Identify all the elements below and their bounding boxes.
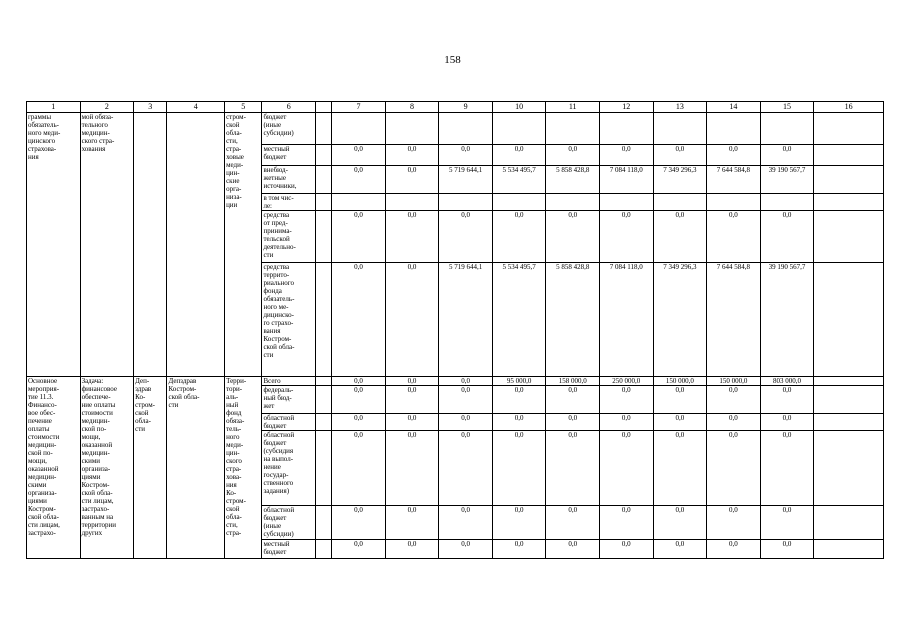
value-cell: 39 190 567,7 [760,166,814,194]
funding-source: областной бюджет (субсидия на выпол- нение государ- ственного задания) [262,431,316,506]
value-cell-16 [814,263,884,377]
header-cell [316,102,332,113]
value-cell: 0,0 [385,414,439,431]
funding-source: средства от пред- принима- тельской деятельно- сти [262,211,316,263]
value-cell: 0,0 [546,145,600,166]
value-cell: 0,0 [653,211,707,263]
header-cell: 3 [134,102,167,113]
value-cell: 0,0 [707,414,761,431]
value-cell: 0,0 [707,211,761,263]
value-cell-16 [814,166,884,194]
value-cell: 0,0 [332,386,386,414]
value-cell: 0,0 [332,431,386,506]
value-cell [385,194,439,211]
value-cell: 0,0 [599,431,653,506]
value-cell-16 [814,540,884,559]
value-cell: 0,0 [492,431,546,506]
section-col-1: граммы обязатель- ного меди- цинского страхова- ния [27,113,81,377]
value-cell: 0,0 [385,263,439,377]
budget-table [26,101,884,559]
section-col-5: стром- ской обла- сти, стра- ховые меди- цин- ские орга- низа- ции [225,113,262,377]
header-cell: 15 [760,102,814,113]
value-cell: 7 644 584,8 [707,166,761,194]
header-cell: 4 [167,102,225,113]
empty-cell [316,386,332,414]
value-cell: 0,0 [492,414,546,431]
funding-source: местный бюджет [262,145,316,166]
value-cell: 0,0 [439,377,493,386]
value-cell: 0,0 [546,431,600,506]
header-row [27,102,884,113]
value-cell: 0,0 [439,506,493,540]
value-cell: 0,0 [439,414,493,431]
value-cell: 0,0 [653,414,707,431]
value-cell: 0,0 [439,431,493,506]
value-cell [385,113,439,145]
funding-source: внебюд- жетные источники, [262,166,316,194]
value-cell: 0,0 [653,431,707,506]
empty-cell [316,166,332,194]
value-cell: 0,0 [492,386,546,414]
value-cell: 5 719 644,1 [439,166,493,194]
value-cell: 0,0 [707,145,761,166]
value-cell: 0,0 [760,540,814,559]
section-col-3 [134,113,167,377]
value-cell: 803 000,0 [760,377,814,386]
value-cell: 0,0 [760,414,814,431]
empty-cell [316,414,332,431]
value-cell: 0,0 [653,506,707,540]
value-cell: 0,0 [546,211,600,263]
header-cell: 13 [653,102,707,113]
value-cell: 0,0 [599,211,653,263]
value-cell: 0,0 [653,145,707,166]
value-cell: 250 000,0 [599,377,653,386]
value-cell: 5 719 644,1 [439,263,493,377]
header-cell: 1 [27,102,81,113]
value-cell [760,113,814,145]
value-cell: 0,0 [760,506,814,540]
header-cell: 7 [332,102,386,113]
header-cell: 5 [225,102,262,113]
value-cell [332,194,386,211]
value-cell: 0,0 [599,145,653,166]
value-cell-16 [814,506,884,540]
value-cell: 5 534 495,7 [492,166,546,194]
value-cell-16 [814,211,884,263]
empty-cell [316,431,332,506]
value-cell: 0,0 [760,386,814,414]
value-cell-16 [814,194,884,211]
header-cell: 2 [80,102,134,113]
value-cell: 0,0 [707,431,761,506]
value-cell: 0,0 [546,386,600,414]
value-cell [599,113,653,145]
table-row [27,377,884,386]
value-cell: 0,0 [760,211,814,263]
value-cell: 0,0 [760,145,814,166]
value-cell: 0,0 [385,506,439,540]
section-col-2: Задача: финансовое обеспече- ние оплаты стоимости медицин- ской по- мощи, оказанной медицин- скими организа- циями Костром- ской обла- сти лицам, застрахо- ванным на территории других [80,377,134,559]
empty-cell [316,263,332,377]
value-cell: 95 000,0 [492,377,546,386]
empty-cell [316,506,332,540]
value-cell: 7 349 296,3 [653,166,707,194]
value-cell: 7 349 296,3 [653,263,707,377]
value-cell: 0,0 [439,386,493,414]
value-cell [653,194,707,211]
value-cell: 0,0 [546,540,600,559]
value-cell: 0,0 [546,506,600,540]
empty-cell [316,211,332,263]
section-col-3: Деп- здрав Ко- стром- ской обла- сти [134,377,167,559]
value-cell: 0,0 [492,506,546,540]
funding-source: в том чис- ле: [262,194,316,211]
value-cell: 158 000,0 [546,377,600,386]
header-cell: 6 [262,102,316,113]
value-cell: 0,0 [385,211,439,263]
value-cell: 0,0 [707,506,761,540]
value-cell [492,194,546,211]
value-cell: 150 000,0 [707,377,761,386]
value-cell [546,194,600,211]
empty-cell [316,377,332,386]
value-cell: 0,0 [599,386,653,414]
funding-source: областной бюджет [262,414,316,431]
header-cell: 12 [599,102,653,113]
value-cell: 0,0 [599,540,653,559]
value-cell: 0,0 [439,145,493,166]
value-cell [546,113,600,145]
header-cell: 16 [814,102,884,113]
value-cell: 0,0 [707,540,761,559]
value-cell: 0,0 [385,386,439,414]
value-cell: 0,0 [332,211,386,263]
value-cell: 0,0 [332,166,386,194]
section-col-2: мой обяза- тельного медицин- ского стра- хования [80,113,134,377]
empty-cell [316,194,332,211]
value-cell: 5 858 428,8 [546,263,600,377]
value-cell [653,113,707,145]
value-cell: 0,0 [439,540,493,559]
funding-source: Всего [262,377,316,386]
value-cell: 0,0 [332,414,386,431]
value-cell: 7 084 118,0 [599,166,653,194]
value-cell [439,194,493,211]
section-col-1: Основное мероприя- тие 11.3. Финансо- вое обес- печение оплаты стоимости медицин- ской по- мощи, оказанной медицин- скими организа- циями Костром- ской обла- сти лицам, застрахо- [27,377,81,559]
header-cell: 9 [439,102,493,113]
value-cell-16 [814,377,884,386]
value-cell: 0,0 [332,540,386,559]
section-col-5: Терри- тори- аль- ный фонд обяза- тель- ного меди- цин- ского стра- хова- ния Ко- стром- ской обла- сти, стра- [225,377,262,559]
header-cell: 8 [385,102,439,113]
value-cell: 0,0 [492,540,546,559]
table-row [27,113,884,145]
value-cell: 0,0 [599,506,653,540]
funding-source: федераль- ный бюд- жет [262,386,316,414]
funding-source: местный бюджет [262,540,316,559]
value-cell-16 [814,386,884,414]
funding-source: бюджет (иные субсидии) [262,113,316,145]
header-cell: 14 [707,102,761,113]
empty-cell [316,145,332,166]
header-cell: 10 [492,102,546,113]
value-cell: 0,0 [385,377,439,386]
value-cell: 7 084 118,0 [599,263,653,377]
value-cell: 0,0 [546,414,600,431]
value-cell: 5 858 428,8 [546,166,600,194]
value-cell: 0,0 [760,431,814,506]
value-cell [707,194,761,211]
value-cell: 0,0 [385,166,439,194]
value-cell-16 [814,414,884,431]
value-cell: 5 534 495,7 [492,263,546,377]
value-cell [492,113,546,145]
value-cell-16 [814,113,884,145]
page-number: 158 [444,54,461,66]
value-cell: 39 190 567,7 [760,263,814,377]
value-cell: 0,0 [332,145,386,166]
value-cell-16 [814,145,884,166]
value-cell [599,194,653,211]
value-cell: 0,0 [653,386,707,414]
value-cell: 0,0 [385,145,439,166]
value-cell: 0,0 [492,145,546,166]
value-cell: 150 000,0 [653,377,707,386]
funding-source: средства террито- риального фонда обязатель- ного ме- дицинско- го страхо- вания Костром- ской обла- сти [262,263,316,377]
empty-cell [316,113,332,145]
value-cell [707,113,761,145]
section-col-4 [167,113,225,377]
value-cell: 0,0 [332,506,386,540]
value-cell [332,113,386,145]
value-cell: 0,0 [707,386,761,414]
value-cell [439,113,493,145]
value-cell [760,194,814,211]
value-cell: 0,0 [492,211,546,263]
value-cell: 0,0 [653,540,707,559]
funding-source: областной бюджет (иные субсидии) [262,506,316,540]
value-cell: 0,0 [385,540,439,559]
value-cell: 0,0 [599,414,653,431]
header-cell: 11 [546,102,600,113]
value-cell: 0,0 [332,377,386,386]
value-cell-16 [814,431,884,506]
value-cell: 0,0 [385,431,439,506]
value-cell: 0,0 [439,211,493,263]
section-col-4: Депздрав Костром- ской обла- сти [167,377,225,559]
value-cell: 7 644 584,8 [707,263,761,377]
value-cell: 0,0 [332,263,386,377]
empty-cell [316,540,332,559]
